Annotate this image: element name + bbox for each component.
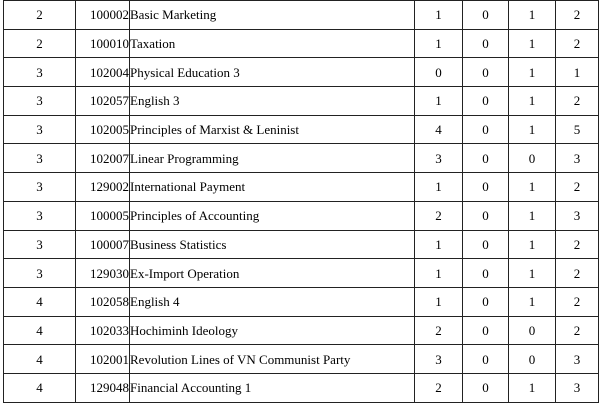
- table-row: [4, 316, 599, 345]
- credit-column-2-cell: 0: [463, 201, 509, 230]
- course-code-cell: 102004: [76, 58, 130, 87]
- credit-column-3-cell: 1: [509, 373, 556, 402]
- credit-column-3-cell: 1: [509, 230, 556, 259]
- course-table: [3, 0, 599, 403]
- credit-column-4-cell: 3: [556, 345, 599, 374]
- semester-cell: 4: [4, 345, 76, 374]
- course-name-cell: Basic Marketing: [130, 1, 415, 30]
- credit-column-1-cell: 1: [415, 173, 463, 202]
- course-name-cell: Financial Accounting 1: [130, 373, 415, 402]
- credit-column-2-cell: 0: [463, 87, 509, 116]
- course-code-cell: 129002: [76, 173, 130, 202]
- semester-cell: 3: [4, 58, 76, 87]
- semester-cell: 3: [4, 201, 76, 230]
- course-name-cell: Business Statistics: [130, 230, 415, 259]
- credit-column-2-cell: 0: [463, 144, 509, 173]
- credit-column-4-cell: 2: [556, 287, 599, 316]
- semester-cell: 3: [4, 230, 76, 259]
- credit-column-2-cell: 0: [463, 1, 509, 30]
- credit-column-3-cell: 1: [509, 29, 556, 58]
- credit-column-2-cell: 0: [463, 230, 509, 259]
- credit-column-4-cell: 1: [556, 58, 599, 87]
- course-table-body: [4, 1, 599, 403]
- credit-column-4-cell: 3: [556, 373, 599, 402]
- table-row: [4, 230, 599, 259]
- course-code-cell: 129030: [76, 259, 130, 288]
- credit-column-1-cell: 3: [415, 144, 463, 173]
- course-name-cell: English 3: [130, 87, 415, 116]
- semester-cell: 2: [4, 29, 76, 58]
- table-row: [4, 287, 599, 316]
- table-row: [4, 29, 599, 58]
- table-row: [4, 115, 599, 144]
- table-row: [4, 173, 599, 202]
- credit-column-1-cell: 1: [415, 230, 463, 259]
- credit-column-1-cell: 1: [415, 287, 463, 316]
- credit-column-3-cell: 1: [509, 1, 556, 30]
- credit-column-3-cell: 1: [509, 201, 556, 230]
- credit-column-2-cell: 0: [463, 29, 509, 58]
- credit-column-1-cell: 4: [415, 115, 463, 144]
- credit-column-1-cell: 2: [415, 201, 463, 230]
- credit-column-1-cell: 1: [415, 1, 463, 30]
- credit-column-4-cell: 2: [556, 173, 599, 202]
- credit-column-1-cell: 3: [415, 345, 463, 374]
- semester-cell: 3: [4, 115, 76, 144]
- credit-column-3-cell: 1: [509, 115, 556, 144]
- table-row: [4, 259, 599, 288]
- course-name-cell: Revolution Lines of VN Communist Party: [130, 345, 415, 374]
- credit-column-1-cell: 2: [415, 373, 463, 402]
- credit-column-3-cell: 0: [509, 144, 556, 173]
- table-row: [4, 87, 599, 116]
- course-code-cell: 102058: [76, 287, 130, 316]
- credit-column-2-cell: 0: [463, 287, 509, 316]
- semester-cell: 2: [4, 1, 76, 30]
- course-name-cell: Ex-Import Operation: [130, 259, 415, 288]
- course-name-cell: Hochiminh Ideology: [130, 316, 415, 345]
- course-code-cell: 129048: [76, 373, 130, 402]
- credit-column-4-cell: 2: [556, 87, 599, 116]
- credit-column-4-cell: 3: [556, 201, 599, 230]
- course-code-cell: 102005: [76, 115, 130, 144]
- credit-column-1-cell: 1: [415, 87, 463, 116]
- credit-column-4-cell: 5: [556, 115, 599, 144]
- semester-cell: 3: [4, 259, 76, 288]
- course-name-cell: Linear Programming: [130, 144, 415, 173]
- credit-column-1-cell: 2: [415, 316, 463, 345]
- course-code-cell: 100007: [76, 230, 130, 259]
- credit-column-3-cell: 1: [509, 87, 556, 116]
- credit-column-2-cell: 0: [463, 345, 509, 374]
- credit-column-3-cell: 0: [509, 316, 556, 345]
- course-code-cell: 100002: [76, 1, 130, 30]
- course-code-cell: 102001: [76, 345, 130, 374]
- course-name-cell: Taxation: [130, 29, 415, 58]
- table-row: [4, 58, 599, 87]
- credit-column-4-cell: 3: [556, 144, 599, 173]
- semester-cell: 3: [4, 173, 76, 202]
- course-name-cell: International Payment: [130, 173, 415, 202]
- credit-column-4-cell: 2: [556, 230, 599, 259]
- semester-cell: 3: [4, 144, 76, 173]
- credit-column-2-cell: 0: [463, 115, 509, 144]
- credit-column-4-cell: 2: [556, 29, 599, 58]
- course-name-cell: English 4: [130, 287, 415, 316]
- credit-column-2-cell: 0: [463, 373, 509, 402]
- table-row: [4, 373, 599, 402]
- credit-column-2-cell: 0: [463, 316, 509, 345]
- credit-column-2-cell: 0: [463, 58, 509, 87]
- credit-column-4-cell: 2: [556, 1, 599, 30]
- semester-cell: 4: [4, 316, 76, 345]
- credit-column-2-cell: 0: [463, 259, 509, 288]
- semester-cell: 4: [4, 373, 76, 402]
- table-row: [4, 144, 599, 173]
- credit-column-3-cell: 1: [509, 58, 556, 87]
- course-name-cell: Physical Education 3: [130, 58, 415, 87]
- credit-column-3-cell: 1: [509, 259, 556, 288]
- course-name-cell: Principles of Accounting: [130, 201, 415, 230]
- credit-column-2-cell: 0: [463, 173, 509, 202]
- course-code-cell: 102057: [76, 87, 130, 116]
- credit-column-1-cell: 1: [415, 259, 463, 288]
- table-row: [4, 1, 599, 30]
- course-code-cell: 100005: [76, 201, 130, 230]
- semester-cell: 3: [4, 87, 76, 116]
- course-name-cell: Principles of Marxist & Leninist: [130, 115, 415, 144]
- course-code-cell: 100010: [76, 29, 130, 58]
- semester-cell: 4: [4, 287, 76, 316]
- credit-column-4-cell: 2: [556, 316, 599, 345]
- credit-column-1-cell: 1: [415, 29, 463, 58]
- course-code-cell: 102007: [76, 144, 130, 173]
- table-row: [4, 201, 599, 230]
- credit-column-4-cell: 2: [556, 259, 599, 288]
- table-row: [4, 345, 599, 374]
- credit-column-1-cell: 0: [415, 58, 463, 87]
- credit-column-3-cell: 1: [509, 173, 556, 202]
- credit-column-3-cell: 1: [509, 287, 556, 316]
- course-code-cell: 102033: [76, 316, 130, 345]
- credit-column-3-cell: 0: [509, 345, 556, 374]
